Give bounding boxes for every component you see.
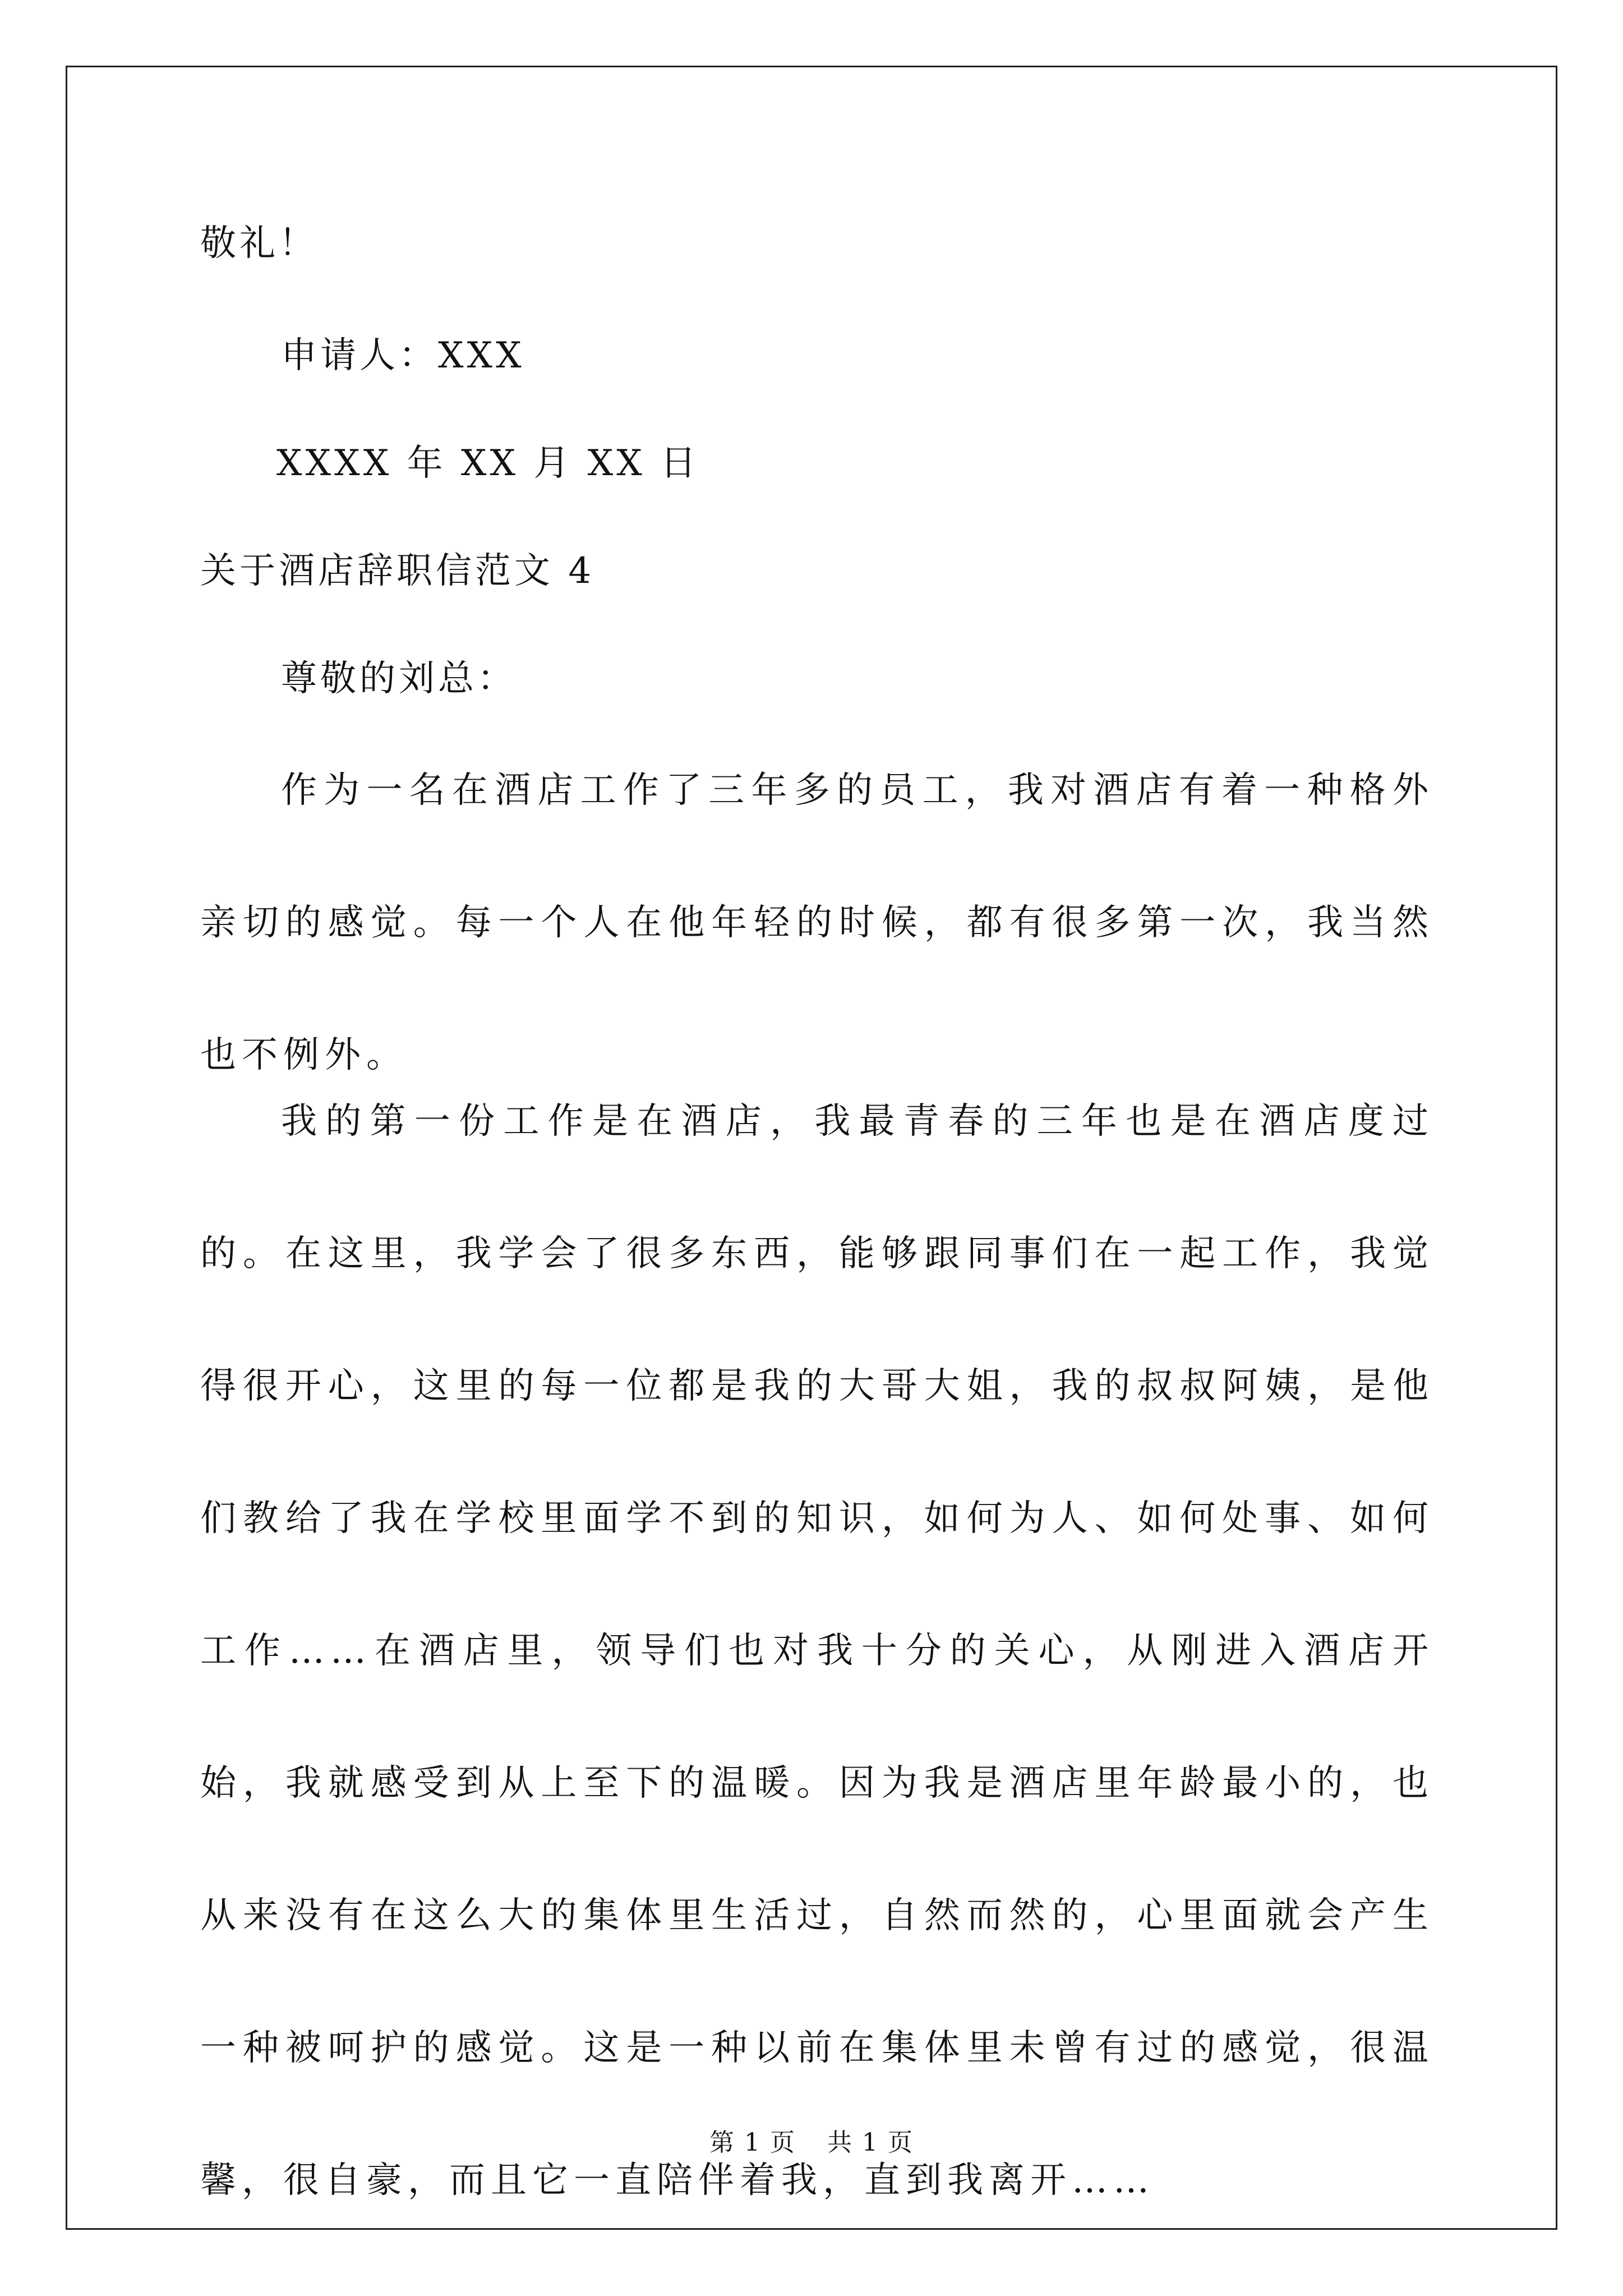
paragraph: 作为一名在酒店工作了三年多的员工，我对酒店有着一种格外亲切的感觉。每一个人在他年轻的时候，都有很多第一次，我当然也不例外。 — [200, 770, 1434, 1076]
paragraph-2-block — [200, 1055, 1434, 2247]
page-number-current: 第 1 页 — [709, 2128, 796, 2157]
page-footer — [0, 2128, 1623, 2157]
applicant-line: 申请人：XXX — [281, 335, 525, 376]
date-line: XXXX 年 XX 月 XX 日 — [276, 443, 700, 484]
closing-line: 敬礼！ — [200, 223, 318, 264]
page-number-total: 共 1 页 — [827, 2128, 914, 2157]
paragraph: 我的第一份工作是在酒店，我最青春的三年也是在酒店度过的。在这里，我学会了很多东西，能够跟同事们在一起工作，我觉得很开心，这里的每一位都是我的大哥大姐，我的叔叔阿姨，是他们教给了我在学校里面学不到的知识，如何为人、如何处事、如何工作……在酒店里，领导们也对我十分的关心，从刚进入酒店开始，我就感受到从上至下的温暖。因为我是酒店里年龄最小的，也从来没有在这么大的集体里生活过，自然而然的，心里面就会产生一种被呵护的感觉。这是一种以前在集体里未曾有过的感觉，很温馨，很自豪，而且它一直陪伴着我，直到我离开…… — [200, 1101, 1434, 2201]
salutation: 尊敬的刘总： — [281, 658, 517, 700]
section-title: 关于酒店辞职信范文 4 — [200, 550, 595, 592]
